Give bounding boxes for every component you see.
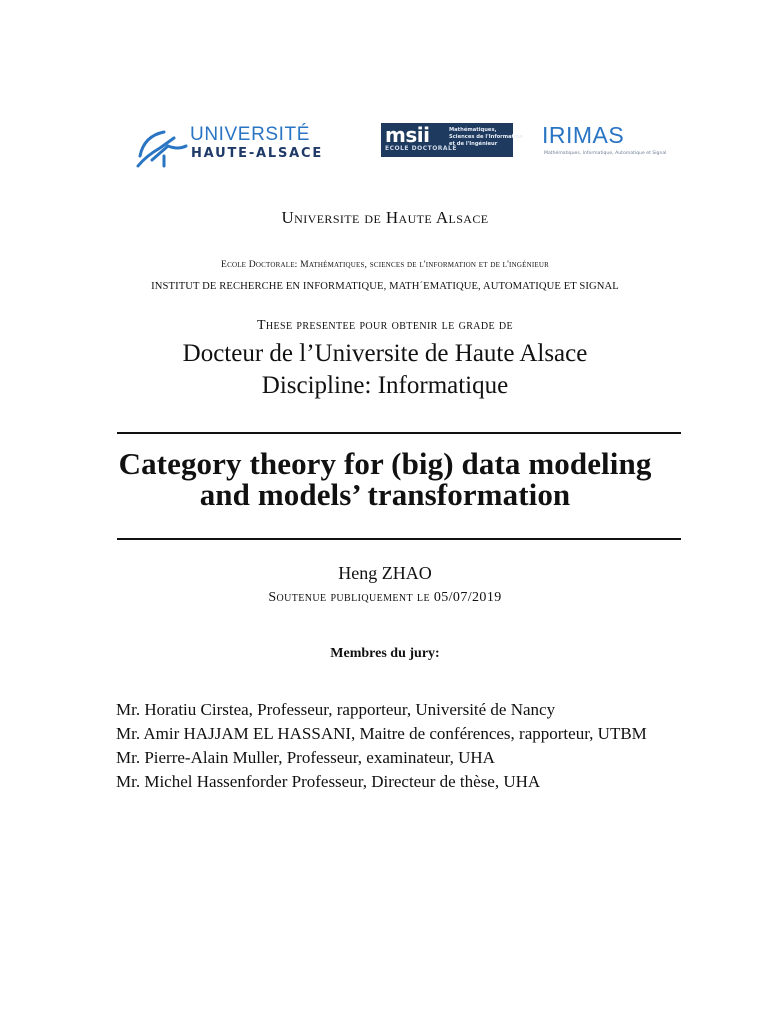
degree-title: Docteur de l’Universite de Haute Alsace xyxy=(182,340,588,367)
jury-member: Mr. Michel Hassenforder Professeur, Directeur de thèse, UHA xyxy=(116,772,541,791)
irimas-logo-subtitle: Mathématiques, Informatique, Automatique et Signal xyxy=(544,151,667,156)
msii-logo-subtitle: ECOLE DOCTORALE xyxy=(385,145,457,152)
uha-logo-line1: UNIVERSITÉ xyxy=(190,124,311,145)
irimas-logo xyxy=(542,122,667,162)
uha-logo-line2: HAUTE-ALSACE xyxy=(191,146,324,161)
defense-date: Soutenue publiquement le 05/07/2019 xyxy=(268,590,502,605)
discipline: Discipline: Informatique xyxy=(261,372,509,399)
title-rule-top xyxy=(117,432,681,434)
msii-desc-line: et de l'Ingénieur xyxy=(449,141,498,147)
msii-logo-description xyxy=(449,127,524,148)
title-rule-bottom xyxy=(117,538,681,540)
jury-member: Mr. Horatiu Cirstea, Professeur, rapporteur, Université de Nancy xyxy=(116,700,556,719)
research-institute: INSTITUT DE RECHERCHE EN INFORMATIQUE, MATH´EMATIQUE, AUTOMATIQUE ET SIGNAL xyxy=(151,281,619,292)
msii-desc-line: Mathématiques, xyxy=(449,127,497,133)
university-name: Universite de Haute Alsace xyxy=(281,208,489,227)
jury-heading: Membres du jury: xyxy=(330,646,440,661)
msii-desc-line: Sciences de l'Information xyxy=(449,134,524,140)
thesis-title-line2: and models’ transformation xyxy=(199,477,571,512)
uha-logo xyxy=(134,122,346,170)
jury-member: Mr. Amir HAJJAM EL HASSANI, Maitre de conférences, rapporteur, UTBM xyxy=(116,724,647,743)
msii-logo xyxy=(381,123,524,157)
irimas-logo-text: IRIMAS xyxy=(542,122,625,148)
msii-logo-text: msii xyxy=(385,123,430,147)
jury-member: Mr. Pierre-Alain Muller, Professeur, examinateur, UHA xyxy=(116,748,495,767)
author-name: Heng ZHAO xyxy=(338,563,432,583)
jury-list xyxy=(116,698,716,794)
logos-row xyxy=(0,118,770,174)
thesis-title-line1: Category theory for (big) data modeling xyxy=(118,446,652,481)
doctoral-school: Ecole Doctorale: Mathématiques, sciences de l'information et de l'ingénieur xyxy=(221,259,549,270)
uha-emblem-icon xyxy=(134,126,190,170)
thesis-statement: These presentee pour obtenir le grade de xyxy=(256,318,514,333)
